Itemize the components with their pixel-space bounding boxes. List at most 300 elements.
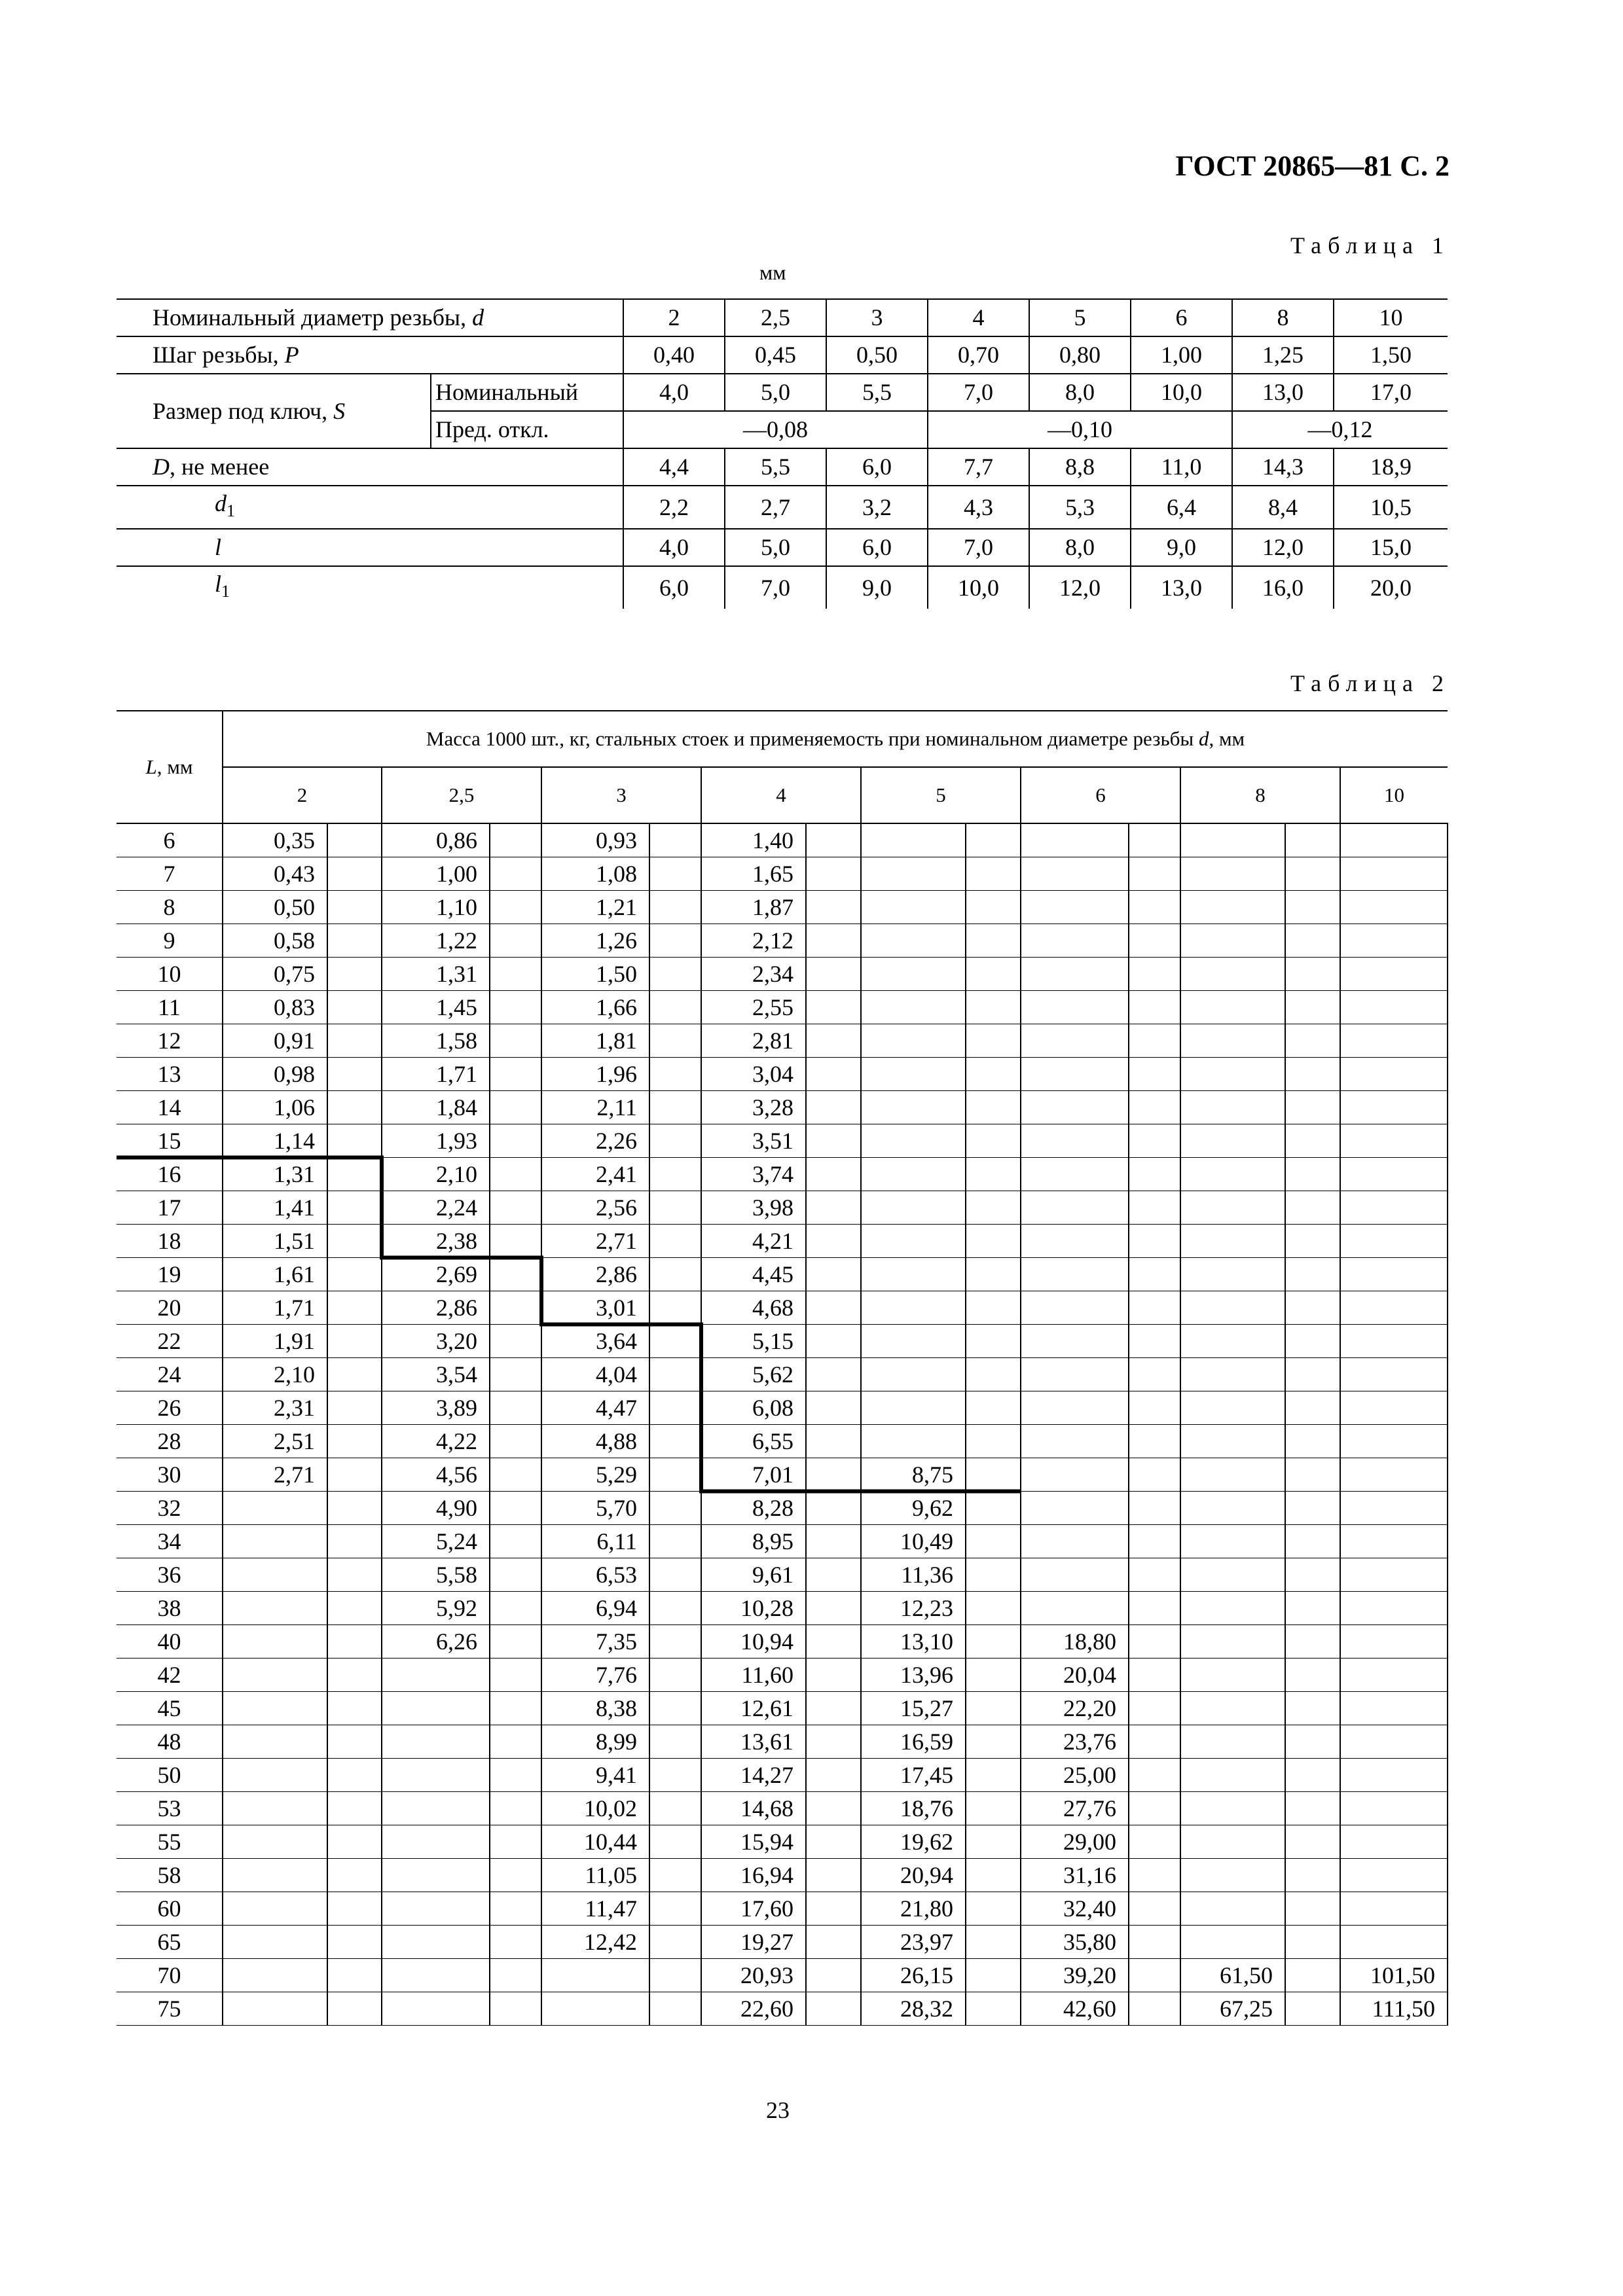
applicability-cell: [1129, 1425, 1180, 1458]
table2-row: [117, 1992, 1448, 2026]
applicability-cell: [1285, 1191, 1340, 1225]
applicability-cell: [1129, 891, 1180, 924]
applicability-cell: [1129, 1625, 1180, 1659]
d1-cell: 4,3: [928, 486, 1029, 529]
length-cell: 7: [117, 857, 223, 891]
applicability-cell: [327, 1592, 382, 1625]
applicability-cell: [1129, 958, 1180, 991]
table2-row: [117, 1492, 1448, 1525]
mass-cell: [1021, 924, 1129, 958]
applicability-cell: [966, 1558, 1021, 1592]
mass-cell: 5,70: [541, 1492, 649, 1525]
mass-cell: [1180, 891, 1285, 924]
mass-cell: 1,91: [223, 1325, 327, 1358]
length-cell: 24: [117, 1358, 223, 1391]
applicability-cell: [1285, 1926, 1340, 1959]
length-cell: 14: [117, 1091, 223, 1124]
table2-row: [117, 1191, 1448, 1225]
mass-cell: 14,27: [701, 1759, 806, 1792]
table1-pitch-row: [117, 336, 1448, 374]
applicability-cell: [1285, 857, 1340, 891]
applicability-cell: [966, 1625, 1021, 1659]
mass-cell: [1180, 1225, 1285, 1258]
diameter-cell: 4: [928, 299, 1029, 336]
table2-row: [117, 1058, 1448, 1091]
applicability-cell: [966, 1492, 1021, 1525]
D-label: D, не менее: [117, 448, 623, 486]
mass-cell: 1,96: [541, 1058, 649, 1091]
mass-cell: [223, 1959, 327, 1992]
mass-cell: 16,59: [861, 1725, 966, 1759]
applicability-cell: [649, 823, 701, 857]
diameter-label: Номинальный диаметр резьбы, d: [117, 299, 623, 336]
mass-cell: [861, 1158, 966, 1191]
mass-cell: [1021, 1024, 1129, 1058]
applicability-cell: [966, 1024, 1021, 1058]
mass-cell: [1021, 857, 1129, 891]
applicability-cell: [806, 1692, 861, 1725]
mass-cell: [1340, 1926, 1448, 1959]
mass-cell: 1,65: [701, 857, 806, 891]
applicability-cell: [1285, 991, 1340, 1024]
mass-cell: 2,86: [541, 1258, 649, 1291]
applicability-cell: [966, 1191, 1021, 1225]
mass-cell: 5,92: [382, 1592, 490, 1625]
mass-cell: [1180, 823, 1285, 857]
applicability-cell: [1129, 857, 1180, 891]
mass-cell: [861, 958, 966, 991]
applicability-cell: [649, 1158, 701, 1191]
applicability-cell: [806, 823, 861, 857]
pitch-cell: 0,50: [826, 336, 928, 374]
diameter-cell: 5: [1029, 299, 1131, 336]
applicability-cell: [1129, 1091, 1180, 1124]
mass-cell: 3,20: [382, 1325, 490, 1358]
table2-row: [117, 1759, 1448, 1792]
mass-cell: [1340, 1158, 1448, 1191]
diameter-cell: 2,5: [725, 299, 826, 336]
applicability-cell: [649, 1959, 701, 1992]
length-cell: 53: [117, 1792, 223, 1825]
applicability-cell: [966, 891, 1021, 924]
mass-cell: 31,16: [1021, 1859, 1129, 1892]
applicability-cell: [327, 1258, 382, 1291]
mass-cell: 1,14: [223, 1124, 327, 1158]
mass-cell: [1340, 1558, 1448, 1592]
mass-cell: [1021, 1258, 1129, 1291]
D-cell: 8,8: [1029, 448, 1131, 486]
applicability-cell: [806, 1625, 861, 1659]
mass-cell: [861, 1391, 966, 1425]
mass-cell: 29,00: [1021, 1825, 1129, 1859]
mass-cell: 2,24: [382, 1191, 490, 1225]
mass-cell: [1340, 991, 1448, 1024]
mass-cell: [1180, 1458, 1285, 1492]
mass-cell: 2,38: [382, 1225, 490, 1258]
mass-cell: 17,45: [861, 1759, 966, 1792]
applicability-cell: [966, 1926, 1021, 1959]
applicability-cell: [649, 857, 701, 891]
applicability-cell: [649, 1291, 701, 1325]
applicability-cell: [806, 1892, 861, 1926]
applicability-cell: [966, 1825, 1021, 1859]
applicability-cell: [1129, 1592, 1180, 1625]
mass-cell: [1180, 1926, 1285, 1959]
mass-cell: 22,60: [701, 1992, 806, 2026]
applicability-cell: [806, 1325, 861, 1358]
mass-cell: [1340, 1859, 1448, 1892]
mass-cell: 101,50: [1340, 1959, 1448, 1992]
mass-cell: [861, 1091, 966, 1124]
l1-label: $l_1$: [117, 566, 623, 609]
mass-cell: [1180, 1325, 1285, 1358]
mass-cell: 11,05: [541, 1859, 649, 1892]
applicability-cell: [490, 924, 541, 958]
mass-cell: [1340, 1625, 1448, 1659]
applicability-cell: [1129, 1024, 1180, 1058]
mass-cell: [1180, 991, 1285, 1024]
applicability-cell: [649, 891, 701, 924]
D-cell: 18,9: [1334, 448, 1448, 486]
applicability-cell: [490, 1525, 541, 1558]
mass-cell: [861, 1358, 966, 1391]
applicability-cell: [1129, 1825, 1180, 1859]
applicability-cell: [1129, 1659, 1180, 1692]
pitch-label: Шаг резьбы, P: [117, 336, 623, 374]
mass-cell: [382, 1725, 490, 1759]
mass-cell: [1021, 1391, 1129, 1425]
applicability-cell: [1129, 1892, 1180, 1926]
mass-cell: [1021, 958, 1129, 991]
mass-cell: 19,27: [701, 1926, 806, 1959]
applicability-cell: [327, 1191, 382, 1225]
mass-cell: 2,34: [701, 958, 806, 991]
applicability-cell: [490, 1058, 541, 1091]
mass-cell: 1,08: [541, 857, 649, 891]
mass-cell: 1,40: [701, 823, 806, 857]
mass-cell: [1021, 1358, 1129, 1391]
applicability-cell: [327, 1859, 382, 1892]
length-cell: 60: [117, 1892, 223, 1926]
mass-cell: 2,56: [541, 1191, 649, 1225]
applicability-cell: [966, 1225, 1021, 1258]
applicability-cell: [806, 857, 861, 891]
table2-row: [117, 958, 1448, 991]
mass-cell: 9,61: [701, 1558, 806, 1592]
applicability-cell: [327, 1692, 382, 1725]
mass-cell: 12,23: [861, 1592, 966, 1625]
length-cell: 26: [117, 1391, 223, 1425]
applicability-cell: [649, 1258, 701, 1291]
applicability-cell: [1285, 1124, 1340, 1158]
l-cell: 5,0: [725, 529, 826, 566]
applicability-cell: [490, 1191, 541, 1225]
applicability-cell: [327, 1024, 382, 1058]
mass-cell: [223, 1692, 327, 1725]
pitch-cell: 0,40: [623, 336, 725, 374]
mass-cell: [1340, 891, 1448, 924]
mass-cell: 28,32: [861, 1992, 966, 2026]
applicability-cell: [327, 1358, 382, 1391]
mass-cell: 13,96: [861, 1659, 966, 1692]
nominal-cell: 4,0: [623, 374, 725, 411]
mass-cell: [1340, 1592, 1448, 1625]
mass-cell: 2,81: [701, 1024, 806, 1058]
mass-cell: [1340, 1258, 1448, 1291]
length-cell: 20: [117, 1291, 223, 1325]
mass-cell: 0,86: [382, 823, 490, 857]
D-cell: 4,4: [623, 448, 725, 486]
mass-cell: 3,74: [701, 1158, 806, 1191]
applicability-cell: [1285, 1892, 1340, 1926]
mass-cell: [1180, 1525, 1285, 1558]
length-cell: 40: [117, 1625, 223, 1659]
applicability-cell: [806, 1124, 861, 1158]
applicability-cell: [1129, 1158, 1180, 1191]
mass-cell: [1340, 1225, 1448, 1258]
applicability-cell: [490, 1825, 541, 1859]
mass-cell: 22,20: [1021, 1692, 1129, 1725]
mass-cell: 1,45: [382, 991, 490, 1024]
applicability-cell: [327, 1992, 382, 2026]
applicability-cell: [1285, 924, 1340, 958]
mass-cell: [1340, 1759, 1448, 1792]
applicability-cell: [490, 1291, 541, 1325]
mass-cell: [1340, 1692, 1448, 1725]
mass-cell: 0,83: [223, 991, 327, 1024]
mass-cell: [1021, 1325, 1129, 1358]
mass-cell: [861, 1058, 966, 1091]
mass-cell: [1340, 1191, 1448, 1225]
applicability-cell: [1285, 958, 1340, 991]
length-cell: 18: [117, 1225, 223, 1258]
applicability-cell: [649, 1992, 701, 2026]
table2-row: [117, 1692, 1448, 1725]
diameter-header: 2,5: [382, 767, 541, 823]
mass-cell: 15,94: [701, 1825, 806, 1859]
applicability-cell: [1285, 1992, 1340, 2026]
mass-cell: [1340, 1091, 1448, 1124]
mass-cell: 1,84: [382, 1091, 490, 1124]
length-cell: 11: [117, 991, 223, 1024]
table1-D-row: [117, 448, 1448, 486]
applicability-cell: [490, 958, 541, 991]
applicability-cell: [649, 1825, 701, 1859]
diameter-header: 4: [701, 767, 861, 823]
mass-cell: [1180, 1091, 1285, 1124]
applicability-cell: [966, 1258, 1021, 1291]
length-cell: 75: [117, 1992, 223, 2026]
mass-cell: [861, 1191, 966, 1225]
mass-cell: 4,45: [701, 1258, 806, 1291]
mass-cell: 1,81: [541, 1024, 649, 1058]
table2-row: [117, 1358, 1448, 1391]
applicability-cell: [966, 1158, 1021, 1191]
mass-cell: 25,00: [1021, 1759, 1129, 1792]
applicability-cell: [1285, 1091, 1340, 1124]
applicability-cell: [490, 1024, 541, 1058]
applicability-cell: [649, 1058, 701, 1091]
table2-row: [117, 1091, 1448, 1124]
mass-cell: [1340, 1325, 1448, 1358]
mass-cell: [1021, 1191, 1129, 1225]
applicability-cell: [327, 958, 382, 991]
length-cell: 17: [117, 1191, 223, 1225]
mass-cell: 5,24: [382, 1525, 490, 1558]
applicability-cell: [806, 991, 861, 1024]
mass-cell: 4,90: [382, 1492, 490, 1525]
mass-cell: [1340, 1825, 1448, 1859]
table2-row: [117, 891, 1448, 924]
table2-row: [117, 1792, 1448, 1825]
applicability-cell: [806, 958, 861, 991]
length-cell: 34: [117, 1525, 223, 1558]
mass-cell: 0,93: [541, 823, 649, 857]
applicability-cell: [806, 1024, 861, 1058]
applicability-cell: [649, 1191, 701, 1225]
applicability-cell: [1129, 1558, 1180, 1592]
applicability-cell: [1285, 1492, 1340, 1525]
applicability-cell: [806, 1258, 861, 1291]
mass-cell: [1340, 1492, 1448, 1525]
length-cell: 48: [117, 1725, 223, 1759]
mass-cell: [1340, 1525, 1448, 1558]
mass-cell: 10,49: [861, 1525, 966, 1558]
mass-cell: 6,55: [701, 1425, 806, 1458]
applicability-cell: [806, 1592, 861, 1625]
mass-cell: 2,55: [701, 991, 806, 1024]
mass-cell: 23,97: [861, 1926, 966, 1959]
L-header: L, мм: [117, 711, 223, 823]
applicability-cell: [649, 1592, 701, 1625]
mass-cell: 2,31: [223, 1391, 327, 1425]
d1-cell: 2,2: [623, 486, 725, 529]
applicability-cell: [649, 1558, 701, 1592]
mass-cell: 21,80: [861, 1892, 966, 1926]
mass-cell: [1021, 1225, 1129, 1258]
applicability-cell: [966, 823, 1021, 857]
l1-cell: 12,0: [1029, 566, 1131, 609]
table2-row: [117, 991, 1448, 1024]
nominal-cell: 5,0: [725, 374, 826, 411]
mass-cell: 2,51: [223, 1425, 327, 1458]
applicability-cell: [1285, 1325, 1340, 1358]
applicability-cell: [327, 1058, 382, 1091]
mass-cell: 5,15: [701, 1325, 806, 1358]
mass-cell: 1,00: [382, 857, 490, 891]
mass-cell: [1180, 1191, 1285, 1225]
length-cell: 28: [117, 1425, 223, 1458]
mass-cell: 11,47: [541, 1892, 649, 1926]
applicability-cell: [490, 857, 541, 891]
mass-cell: 1,21: [541, 891, 649, 924]
applicability-cell: [327, 1625, 382, 1659]
applicability-cell: [966, 991, 1021, 1024]
mass-cell: [1340, 1892, 1448, 1926]
diameter-cell: 10: [1334, 299, 1448, 336]
mass-cell: 67,25: [1180, 1992, 1285, 2026]
applicability-cell: [1129, 1692, 1180, 1725]
applicability-cell: [1129, 1759, 1180, 1792]
mass-cell: 5,58: [382, 1558, 490, 1592]
mass-cell: [223, 1825, 327, 1859]
mass-cell: 0,75: [223, 958, 327, 991]
mass-cell: [1180, 1825, 1285, 1859]
applicability-cell: [1285, 1525, 1340, 1558]
applicability-cell: [327, 1091, 382, 1124]
applicability-cell: [806, 1358, 861, 1391]
l1-cell: 7,0: [725, 566, 826, 609]
applicability-cell: [806, 1759, 861, 1792]
applicability-cell: [490, 1759, 541, 1792]
applicability-cell: [1285, 1659, 1340, 1692]
mass-cell: [1180, 1124, 1285, 1158]
applicability-cell: [490, 1258, 541, 1291]
applicability-cell: [1129, 1458, 1180, 1492]
mass-cell: [1340, 1659, 1448, 1692]
applicability-cell: [1129, 1859, 1180, 1892]
mass-cell: [1340, 924, 1448, 958]
applicability-cell: [966, 1525, 1021, 1558]
applicability-cell: [490, 1725, 541, 1759]
applicability-cell: [490, 1592, 541, 1625]
applicability-cell: [490, 1992, 541, 2026]
mass-cell: 8,28: [701, 1492, 806, 1525]
mass-cell: [861, 924, 966, 958]
tolerance-cell: —0,12: [1232, 411, 1448, 448]
applicability-cell: [806, 1659, 861, 1692]
applicability-cell: [1285, 891, 1340, 924]
mass-cell: 1,22: [382, 924, 490, 958]
applicability-cell: [327, 823, 382, 857]
mass-cell: [1340, 1358, 1448, 1391]
mass-cell: 3,01: [541, 1291, 649, 1325]
applicability-cell: [966, 1692, 1021, 1725]
mass-cell: 4,21: [701, 1225, 806, 1258]
applicability-cell: [806, 1926, 861, 1959]
table2-row: [117, 1124, 1448, 1158]
table2-row: [117, 924, 1448, 958]
mass-cell: [1340, 1725, 1448, 1759]
applicability-cell: [1285, 1425, 1340, 1458]
mass-cell: 1,61: [223, 1258, 327, 1291]
applicability-cell: [327, 1391, 382, 1425]
applicability-cell: [966, 1325, 1021, 1358]
applicability-cell: [1129, 1525, 1180, 1558]
l-cell: 9,0: [1131, 529, 1232, 566]
mass-cell: 27,76: [1021, 1792, 1129, 1825]
applicability-cell: [649, 1792, 701, 1825]
length-cell: 22: [117, 1325, 223, 1358]
applicability-cell: [1129, 1358, 1180, 1391]
table1: [117, 298, 1448, 609]
applicability-cell: [490, 1425, 541, 1458]
mass-cell: [1340, 1291, 1448, 1325]
applicability-cell: [490, 1458, 541, 1492]
mass-cell: [382, 1859, 490, 1892]
applicability-cell: [649, 958, 701, 991]
mass-cell: [382, 1759, 490, 1792]
applicability-cell: [1285, 1458, 1340, 1492]
nominal-cell: 8,0: [1029, 374, 1131, 411]
diameter-header: 6: [1021, 767, 1180, 823]
d1-cell: 6,4: [1131, 486, 1232, 529]
applicability-cell: [1285, 1592, 1340, 1625]
applicability-cell: [649, 1625, 701, 1659]
D-cell: 6,0: [826, 448, 928, 486]
applicability-cell: [1129, 823, 1180, 857]
applicability-cell: [649, 1492, 701, 1525]
